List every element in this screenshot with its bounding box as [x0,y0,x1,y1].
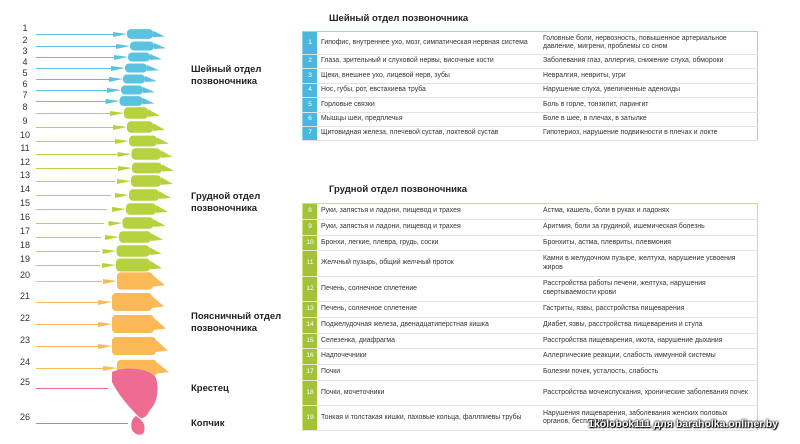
row-number: 6 [303,112,318,126]
symptoms-cell: Расстройства работы печени, желтуха, нарушения свертываемости крови [543,280,706,296]
vertebra-process [162,164,174,171]
vertebra-process [159,191,171,199]
vertebra-process [154,219,166,227]
vertebra-body [121,85,143,94]
cervical-table-title: Шейный отдел позвоночника [329,13,469,24]
vertebra-process [110,111,124,116]
row-number: 17 [303,365,318,381]
vertebra-number: 7 [22,90,28,100]
vertebra-number: 14 [19,184,30,194]
vertebra-body [125,63,147,72]
symptoms-cell: Гипотериоз, нарушение подвижности в плечах и локте [543,129,718,137]
table-row [303,83,758,97]
vertebra-body [120,96,143,106]
vertebra-process [103,366,117,371]
vertebra-body [129,136,157,147]
vertebra-process [143,87,155,93]
symptoms-cell: Нарушения пищеварения, заболевания женских половых органов, бесплодие [543,409,728,426]
row-number: 12 [303,276,318,301]
vertebra-process [114,55,128,60]
row-number: 14 [303,317,318,333]
symptoms-cell: Боле в шее, в плечах, в затылке [543,115,647,123]
vertebra-process [156,340,168,352]
vertebra-body [130,41,154,50]
vertebra-process [115,139,129,144]
row-number: 1 [303,32,318,55]
vertebra-body [112,315,154,333]
vertebra-body [132,163,162,174]
vertebra-number: 20 [19,270,30,280]
vertebra-body [112,337,156,355]
vertebra-number: 12 [19,157,30,167]
vertebra-process [112,207,126,212]
vertebra-body [123,217,154,228]
table-row [303,126,758,140]
row-number: 9 [303,219,318,235]
vertebra-number: 1 [22,23,28,33]
vertebra-process [113,32,127,37]
symptoms-cell: Расстройства пищеварения, икота, нарушение дыхания [543,336,723,344]
table-row [303,235,758,251]
vertebra-process [111,66,125,71]
vertebra-process [118,166,132,171]
symptoms-cell: Диабет, язвы, расстройства пищеварения и стула [543,320,703,328]
vertebra-process [117,179,131,184]
organs-cell: Поджелудочная железа, двенадцатиперстная кишка [321,320,489,328]
vertebra-body [116,258,150,271]
vertebra-process [143,98,155,105]
coccyx-label: Копчик [191,418,225,429]
symptoms-cell: Астма, кашель, боли в руках и ладонях [543,207,670,215]
vertebra-body [131,175,161,186]
row-number: 19 [303,406,318,431]
vertebra-process [113,125,127,130]
row-number: 2 [303,55,318,69]
vertebra-process [153,31,165,38]
row-number: 8 [303,204,318,220]
vertebra-process [107,88,121,93]
organs-cell: Желчный пузырь, общий желчный проток [321,259,454,267]
vertebra-number: 15 [19,198,30,208]
vertebra-process [153,123,165,131]
vertebra-process [161,177,173,185]
symptoms-cell: Гастриты, язвы, расстройства пищеварения [543,305,685,313]
vertebra-process [150,54,162,60]
vertebra-process [161,150,173,158]
table-row [303,112,758,126]
vertebra-process [154,43,166,49]
vertebra-number: 2 [22,35,28,45]
vertebra-number: 17 [19,226,30,236]
row-number: 4 [303,83,318,97]
symptoms-cell: Болезни почек, усталость, слабость [543,368,659,376]
vertebra-process [103,249,117,254]
symptoms-cell: Расстройства мочеиспускания, хронические заболевания почек [543,388,748,396]
vertebra-number: 22 [19,313,30,323]
vertebra-number: 4 [22,57,28,67]
row-number: 10 [303,235,318,251]
vertebra-process [98,322,112,327]
vertebra-process [106,99,120,104]
vertebra-number: 21 [19,291,30,301]
vertebra-process [98,344,112,349]
organs-cell: Гипофис, внутреннее ухо, мозг, симпатическая нервная система [321,38,528,46]
vertebra-process [153,275,165,286]
row-number: 15 [303,333,318,349]
vertebra-process [152,296,164,308]
vertebra-process [103,279,117,284]
vertebra-body [127,29,153,39]
vertebra-body [112,293,152,311]
table-row [303,98,758,112]
vertebra-number: 9 [22,116,28,126]
row-number: 16 [303,349,318,365]
vertebra-number: 5 [22,68,28,78]
thoracic-table [302,203,758,431]
coccyx-shape [131,416,144,435]
vertebra-body [119,231,151,242]
table-row [303,380,758,405]
symptoms-cell: Заболевания глаз, аллергия, снижение слуха, обмороки [543,57,724,65]
table-row [303,32,758,55]
vertebra-number: 26 [19,412,30,422]
vertebra-number: 8 [22,102,28,112]
organs-cell: Руки, запястья и ладони, пищевод и трахея [321,222,461,230]
row-number: 18 [303,380,318,405]
symptoms-cell: Нарушение слуха, увеличенные аденоиды [543,86,681,94]
row-number: 5 [303,98,318,112]
vertebra-number: 10 [19,130,30,140]
vertebra-number: 25 [19,377,30,387]
vertebra-process [157,363,169,374]
table-row [303,69,758,83]
vertebra-process [147,65,159,71]
vertebra-number: 6 [22,79,28,89]
watermark: 1kolobok111 для baraholka.onliner.by [588,418,778,430]
table-row [303,349,758,365]
symptoms-cell: Аллергические реакции, слабость иммунной системы [543,352,716,360]
organs-cell: Бронхи, легкие, плевра, грудь, соски [321,238,439,246]
vertebra-process [156,205,168,213]
symptoms-cell: Бронхиты, астма, плевриты, плевмония [543,238,672,246]
vertebra-body [129,189,159,200]
organs-cell: Глаза, зрительный и слуховой нервы, височные кости [321,57,494,65]
symptoms-cell: Головные боли, нервозность, повышенное артериальное давление, мигрени, проблемы со сном [543,34,727,51]
organs-cell: Почки, мочеточники [321,388,385,396]
vertebra-number: 16 [19,212,30,222]
symptoms-cell: Аритмия, боли за грудиной, ишемическая болезнь [543,222,705,230]
cervical-table [302,31,758,141]
vertebra-process [98,300,112,305]
vertebra-body [128,52,150,61]
table-row [303,365,758,381]
vertebra-body [117,272,153,289]
organs-cell: Почки [321,368,341,376]
organs-cell: Тонкая и толстакая кишки, паховые кольца, фаллпиевы трубы [321,414,522,422]
vertebra-body [124,107,148,118]
symptoms-cell: Боль в горле, тонзилит, ларингит [543,100,649,108]
sacrum-label: Крестец [191,383,229,394]
vertebra-body [126,203,156,214]
organs-cell: Нос, губы, рот, евстахиева труба [321,86,426,94]
table-row [303,276,758,301]
table-row [303,219,758,235]
vertebra-process [118,152,132,157]
symptoms-cell: Камни в желудочном пузыре, желтуха, нарушение усвоения жиров [543,255,736,271]
vertebra-number: 23 [19,335,30,345]
cervical-segment-label: Шейный отдел позвоночника [191,64,262,87]
symptoms-cell: Невралгия, невриты, угри [543,71,626,79]
vertebra-number: 24 [19,357,30,367]
table-row [303,301,758,317]
organs-cell: Печень, солнечное сплетение [321,305,418,313]
sacrum-shape [112,369,158,418]
thoracic-segment-label: Грудной отдел позвоночника [191,191,261,214]
vertebra-process [116,44,130,49]
vertebra-process [109,221,123,226]
organs-cell: Горловые связки [321,100,375,108]
table-row [303,204,758,220]
vertebra-number: 18 [19,240,30,250]
vertebra-process [148,109,160,117]
vertebra-process [109,77,123,82]
organs-cell: Надпочечники [321,352,367,360]
row-number: 11 [303,251,318,276]
organs-cell: Печень, солнечное сплетение [321,284,418,292]
table-row [303,333,758,349]
vertebra-process [150,247,162,255]
row-number: 13 [303,301,318,317]
vertebra-process [115,193,129,198]
vertebra-process [145,76,157,82]
organs-cell: Мышцы шеи, предплечья [321,115,403,123]
organs-cell: Щитовидная железа, плечевой сустав, локтевой сустав [321,129,499,137]
vertebra-process [105,235,119,240]
table-row [303,251,758,276]
organs-cell: Руки, запястья и ладони, пищевод и трахея [321,207,461,215]
vertebra-number: 3 [22,46,28,56]
vertebra-process [157,137,169,144]
organs-cell: Щеки, внешнее ухо, лицевой нерв, зубы [321,71,450,79]
table-row [303,317,758,333]
vertebra-number: 11 [20,143,30,153]
vertebra-body [117,245,150,256]
thoracic-table-title: Грудной отдел позвоночника [329,184,467,195]
vertebra-process [151,233,163,241]
vertebra-body [123,74,145,83]
vertebra-body [127,121,153,132]
row-number: 3 [303,69,318,83]
vertebra-number: 19 [19,254,30,264]
table-row [303,55,758,69]
vertebra-process [154,318,166,330]
organs-cell: Селезенка, диафрагма [321,336,395,344]
vertebra-body [132,148,161,159]
row-number: 7 [303,126,318,140]
vertebra-process [102,263,116,268]
lumbar-segment-label: Поясничный отдел позвоночника [191,311,282,334]
vertebra-process [150,261,162,270]
vertebra-number: 13 [19,170,30,180]
